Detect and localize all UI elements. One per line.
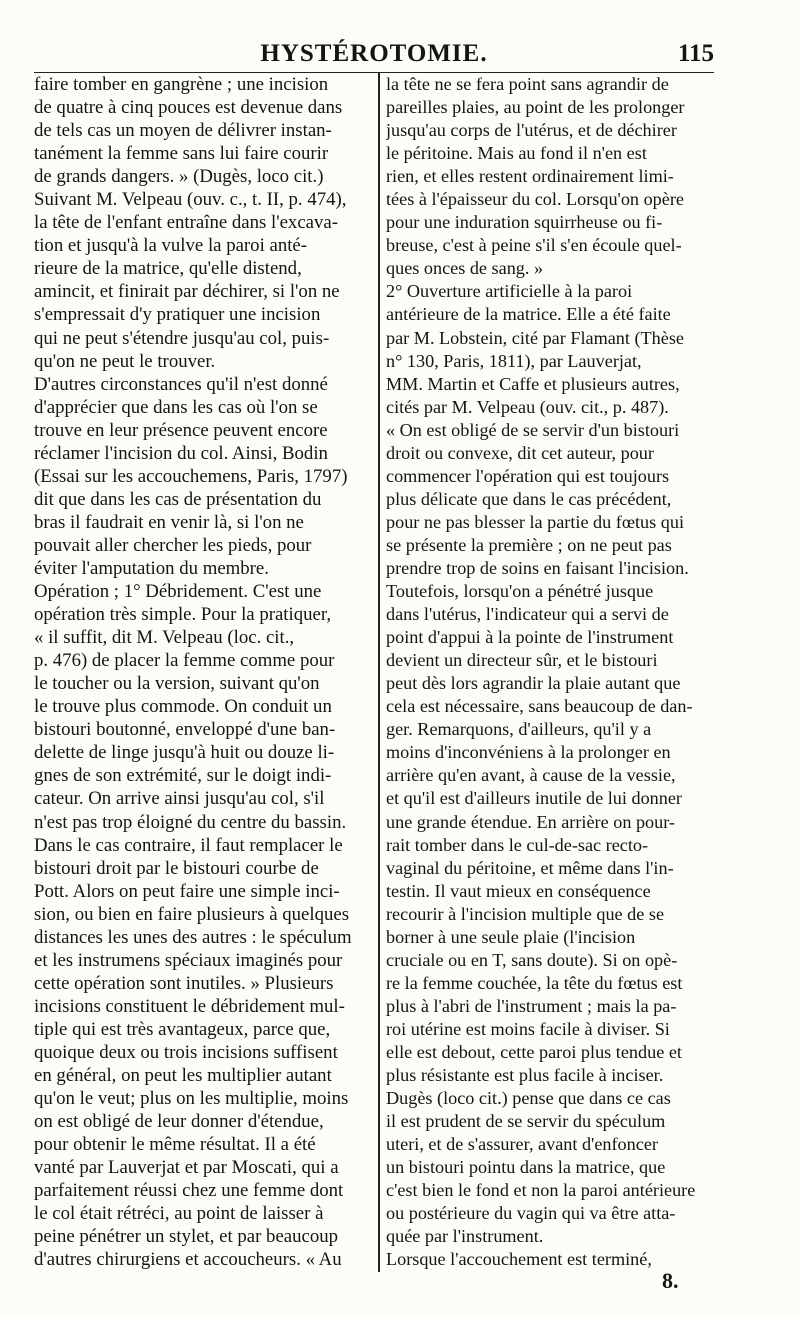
text-line: Pott. Alors on peut faire une simple inci- — [34, 880, 340, 902]
text-line: plus à l'abri de l'instrument ; mais la pa- — [386, 995, 677, 1016]
text-line: un bistouri pointu dans la matrice, que — [386, 1157, 666, 1178]
text-line: quée par l'instrument. — [386, 1226, 544, 1247]
text-line: Dans le cas contraire, il faut remplacer le — [34, 834, 343, 856]
text-line: droit ou convexe, dit cet auteur, pour — [386, 442, 654, 463]
text-line: quoique deux ou trois incisions suffisent — [34, 1041, 338, 1063]
text-line: elle est debout, cette paroi plus tendue et — [386, 1041, 682, 1062]
text-line: trouve en leur présence peuvent encore — [34, 419, 328, 441]
text-line: cruciale ou en T, sans doute). Si on opè- — [386, 949, 678, 970]
text-line: cités par M. Velpeau (ouv. cit., p. 487). — [386, 396, 669, 417]
text-line: qu'on ne peut le trouver. — [34, 350, 216, 372]
text-line — [34, 1271, 378, 1273]
text-line: (Essai sur les accouchemens, Paris, 1797) — [34, 465, 348, 487]
text-line: pareilles plaies, au point de les prolonger — [386, 97, 685, 118]
text-line: uteri, et de s'assurer, avant d'enfoncer — [386, 1134, 658, 1155]
text-line: Toutefois, lorsqu'on a pénétré jusque — [386, 581, 654, 602]
text-line: il est prudent de se servir du spéculum — [386, 1111, 666, 1132]
text-line: borner à une seule plaie (l'incision — [386, 926, 636, 947]
text-line: c'est bien le fond et non la paroi antérieure — [386, 1180, 696, 1201]
text-line: la tête ne se fera point sans agrandir de — [386, 74, 669, 94]
text-line: testin. Il vaut mieux en conséquence — [386, 880, 651, 901]
left-text-column — [34, 73, 378, 1273]
text-line: d'apprécier que dans les cas où l'on se — [34, 396, 318, 418]
text-line: distances les unes des autres : le spéculum — [34, 926, 352, 948]
text-line: parfaitement réussi chez une femme dont — [34, 1180, 344, 1202]
text-line: pour obtenir le même résultat. Il a été — [34, 1134, 316, 1156]
text-line: une grande étendue. En arrière on pour- — [386, 811, 675, 832]
text-line: moins d'inconvéniens à la prolonger en — [386, 742, 671, 763]
text-line: peut dès lors agrandir la plaie autant que — [386, 673, 681, 694]
text-line: « On est obligé de se servir d'un bistouri — [386, 419, 680, 440]
text-line: tiple qui est très avantageux, parce que, — [34, 1018, 331, 1040]
text-line: ou postérieure du vagin qui va être atta- — [386, 1203, 676, 1224]
text-line: breuse, c'est à peine s'il s'en écoule quel- — [386, 235, 682, 256]
text-line: faire tomber en gangrène ; une incision — [34, 74, 329, 95]
text-line: antérieure de la matrice. Elle a été faite — [386, 304, 671, 325]
text-line: commencer l'opération qui est toujours — [386, 465, 670, 486]
text-line: d'autres chirurgiens et accoucheurs. « Au — [34, 1249, 342, 1271]
text-line: gnes de son extrémité, sur le doigt indi- — [34, 765, 332, 787]
text-line: amincit, et finirait par déchirer, si l'on ne — [34, 281, 340, 303]
text-line: Dugès (loco cit.) pense que dans ce cas — [386, 1088, 671, 1109]
text-line: point d'appui à la pointe de l'instrument — [386, 627, 674, 648]
text-line: rien, et elles restent ordinairement limi- — [386, 166, 674, 187]
text-line: recourir à l'incision multiple que de se — [386, 903, 665, 924]
text-line: n'est pas trop éloigné du centre du bassin. — [34, 811, 347, 833]
text-line: plus résistante est plus facile à inciser. — [386, 1065, 664, 1086]
text-line: réclamer l'incision du col. Ainsi, Bodin — [34, 442, 328, 464]
text-line: ques onces de sang. » — [386, 258, 544, 279]
text-line: 2° Ouverture artificielle à la paroi — [386, 281, 633, 302]
page-number: 115 — [677, 40, 714, 67]
text-line: delette de linge jusqu'à huit ou douze li- — [34, 742, 335, 764]
text-line: bistouri droit par le bistouri courbe de — [34, 857, 319, 879]
text-line: Opération ; 1° Débridement. C'est une — [34, 581, 322, 603]
text-line: de tels cas un moyen de délivrer instan- — [34, 120, 332, 142]
page-header — [34, 40, 714, 70]
text-line: et qu'il est d'ailleurs inutile de lui donner — [386, 788, 682, 809]
text-line: opération très simple. Pour la pratiquer, — [34, 604, 332, 626]
text-line: dit que dans les cas de présentation du — [34, 488, 322, 510]
text-line: tanément la femme sans lui faire courir — [34, 143, 329, 165]
text-line: s'empressait d'y pratiquer une incision — [34, 304, 321, 326]
text-line: éviter l'amputation du membre. — [34, 557, 269, 579]
text-line: cette opération sont inutiles. » Plusieurs — [34, 972, 334, 994]
text-line: tées à l'épaisseur du col. Lorsqu'on opère — [386, 189, 684, 210]
text-line: qui ne peut s'étendre jusqu'au col, puis- — [34, 327, 330, 349]
text-line: ger. Remarquons, d'ailleurs, qu'il y a — [386, 719, 652, 740]
text-line: et les instrumens spéciaux imaginés pour — [34, 949, 343, 971]
signature-mark: 8. — [662, 1268, 679, 1293]
text-line: D'autres circonstances qu'il n'est donné — [34, 373, 328, 395]
text-line: bistouri boutonné, enveloppé d'une ban- — [34, 719, 336, 741]
text-line: sion, ou bien en faire plusieurs à quelques — [34, 903, 350, 925]
text-line: peine pénétrer un stylet, et par beaucoup — [34, 1226, 339, 1248]
text-line: prendre trop de soins en faisant l'incision. — [386, 557, 689, 578]
text-line: qu'on le veut; plus on les multiplie, moins — [34, 1088, 349, 1110]
text-line: de quatre à cinq pouces est devenue dans — [34, 97, 343, 119]
text-line: incisions constituent le débridement mul- — [34, 995, 345, 1017]
text-line: arrière qu'en avant, à cause de la vessie, — [386, 765, 676, 786]
text-line: dans l'utérus, l'indicateur qui a servi de — [386, 604, 669, 625]
text-line: se présente la première ; on ne peut pas — [386, 534, 672, 555]
text-line: MM. Martin et Caffe et plusieurs autres, — [386, 373, 680, 394]
text-line: le trouve plus commode. On conduit un — [34, 696, 332, 718]
text-line: « il suffit, dit M. Velpeau (loc. cit., — [34, 627, 295, 649]
text-line: devient un directeur sûr, et le bistouri — [386, 650, 658, 671]
text-line: re la femme couchée, la tête du fœtus est — [386, 972, 683, 993]
text-line: Suivant M. Velpeau (ouv. c., t. II, p. 474), — [34, 189, 347, 211]
text-line: le péritoine. Mais au fond il n'en est — [386, 143, 647, 164]
text-line: pour ne pas blesser la partie du fœtus qui — [386, 511, 684, 532]
text-line: vaginal du péritoine, et même dans l'in- — [386, 857, 674, 878]
text-line: tion et jusqu'à la vulve la paroi anté- — [34, 235, 308, 257]
text-line: vanté par Lauverjat et par Moscati, qui a — [34, 1157, 339, 1179]
text-line: par M. Lobstein, cité par Flamant (Thèse — [386, 327, 684, 348]
text-line: roi utérine est moins facile à diviser. Si — [386, 1018, 670, 1039]
text-line: rieure de la matrice, qu'elle distend, — [34, 258, 302, 280]
text-line: le toucher ou la version, suivant qu'on — [34, 673, 320, 695]
text-line: rait tomber dans le cul-de-sac recto- — [386, 834, 649, 855]
right-text-column — [386, 73, 714, 1273]
text-line: de grands dangers. » (Dugès, loco cit.) — [34, 166, 324, 188]
text-line: bras il faudrait en venir là, si l'on ne — [34, 511, 304, 533]
text-line: n° 130, Paris, 1811), par Lauverjat, — [386, 350, 642, 371]
column-divider — [378, 72, 380, 1272]
text-line: on est obligé de leur donner d'étendue, — [34, 1111, 324, 1133]
text-line: Lorsque l'accouchement est terminé, — [386, 1249, 652, 1270]
text-line: cela est nécessaire, sans beaucoup de dan- — [386, 696, 693, 717]
text-line: cateur. On arrive ainsi jusqu'au col, s'il — [34, 788, 325, 810]
text-line: pouvait aller chercher les pieds, pour — [34, 534, 312, 556]
text-line: la tête de l'enfant entraîne dans l'excava- — [34, 212, 338, 234]
text-line: jusqu'au corps de l'utérus, et de déchirer — [386, 120, 677, 141]
text-line: le col était rétréci, au point de laisser à — [34, 1203, 324, 1225]
running-title: HYSTÉROTOMIE. — [260, 40, 488, 67]
text-line: en général, on peut les multiplier autant — [34, 1065, 332, 1087]
text-line: pour une induration squirrheuse ou fi- — [386, 212, 663, 233]
text-line: plus délicate que dans le cas précédent, — [386, 488, 672, 509]
text-line: p. 476) de placer la femme comme pour — [34, 650, 335, 672]
